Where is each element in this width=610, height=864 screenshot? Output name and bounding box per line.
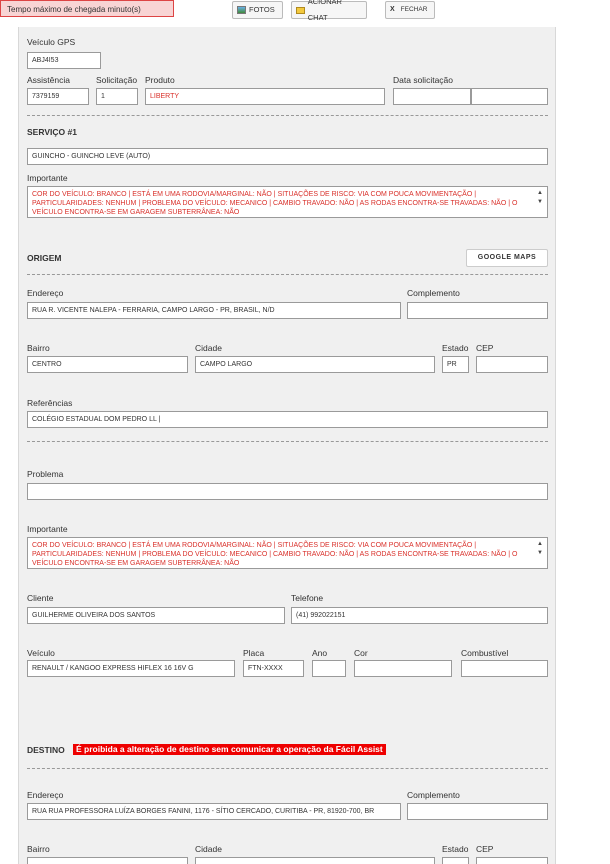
assistencia-label: Assistência — [27, 75, 70, 85]
destino-cep-label: CEP — [476, 844, 494, 854]
textarea-scrollbar-2[interactable] — [536, 539, 546, 567]
telefone-label: Telefone — [291, 593, 324, 603]
fechar-button[interactable] — [385, 1, 435, 19]
ano-label: Ano — [312, 648, 328, 658]
divider — [27, 768, 548, 769]
origem-complemento-label: Complemento — [407, 288, 460, 298]
chat-label: ACIONAR CHAT — [307, 0, 342, 22]
telefone-field[interactable]: (41) 992022151 — [291, 607, 548, 624]
origem-cidade-field[interactable]: CAMPO LARGO — [195, 356, 435, 373]
problema-label: Problema — [27, 469, 64, 479]
divider — [27, 274, 548, 275]
scroll-down-icon[interactable]: ▼ — [537, 550, 543, 556]
cor-field[interactable] — [354, 660, 452, 677]
origem-estado-label: Estado — [442, 343, 469, 353]
destino-endereco-field[interactable]: RUA RUA PROFESSORA LUÍZA BORGES FANINI, 1176 - SÍTIO CERCADO, CURITIBA - PR, 81920-700, BR — [27, 803, 401, 820]
origem-estado-field[interactable]: PR — [442, 356, 469, 373]
combustivel-field[interactable] — [461, 660, 548, 677]
importante-text: COR DO VEÍCULO: BRANCO | ESTÁ EM UMA RODOVIA/MARGINAL: NÃO | SITUAÇÕES DE RISCO: VIA COM POUCA MOVIMENTAÇÃO | PARTICULARIDADES: NENHUM | PROBLEMA DO VEÍCULO: MECANICO | CAMBIO TRAVADO: NÃO | AS RODAS ENCONTRA-SE TRAVADAS: NÃO | O VEÍCULO ENCONTRA-SE EM GARAGEM SUBTERRÂNEA: NÃO — [32, 191, 518, 216]
destino-bairro-field[interactable] — [27, 857, 188, 864]
divider — [27, 441, 548, 442]
veiculo-field[interactable]: RENAULT / KANGOO EXPRESS HIFLEX 16 16V G — [27, 660, 235, 677]
fechar-label: FECHAR — [400, 6, 428, 13]
destino-complemento-field[interactable] — [407, 803, 548, 820]
veiculo-label: Veículo — [27, 648, 55, 658]
origem-bairro-label: Bairro — [27, 343, 50, 353]
data-solicitacao-time-field[interactable] — [471, 88, 548, 105]
close-icon: X — [390, 6, 395, 13]
origem-endereco-field[interactable]: RUA R. VICENTE NALEPA - FERRARIA, CAMPO LARGO - PR, BRASIL, N/D — [27, 302, 401, 319]
veiculo-gps-label: Veículo GPS — [27, 37, 76, 47]
servico-field[interactable]: GUINCHO - GUINCHO LEVE (AUTO) — [27, 148, 548, 165]
cliente-label: Cliente — [27, 593, 54, 603]
data-solicitacao-date-field[interactable] — [393, 88, 471, 105]
acionar-chat-button[interactable] — [291, 0, 367, 22]
arrival-time-alert: Tempo máximo de chegada minuto(s) — [0, 0, 174, 17]
origem-title: ORIGEM — [27, 253, 62, 263]
origem-referencias-field[interactable]: COLÉGIO ESTADUAL DOM PEDRO LL | — [27, 411, 548, 428]
origem-complemento-field[interactable] — [407, 302, 548, 319]
produto-label: Produto — [145, 75, 175, 85]
solicitacao-field[interactable]: 1 — [96, 88, 138, 105]
servico-title: SERVIÇO #1 — [27, 127, 77, 137]
importante-text-2: COR DO VEÍCULO: BRANCO | ESTÁ EM UMA RODOVIA/MARGINAL: NÃO | SITUAÇÕES DE RISCO: VIA COM POUCA MOVIMENTAÇÃO | PARTICULARIDADES: NENHUM | PROBLEMA DO VEÍCULO: MECANICO | CAMBIO TRAVADO: NÃO | AS RODAS ENCONTRA-SE TRAVADAS: NÃO | O VEÍCULO ENCONTRA-SE EM GARAGEM SUBTERRÂNEA: NÃO — [32, 542, 518, 567]
veiculo-gps-field[interactable]: ABJ4I53 — [27, 52, 101, 69]
fotos-button[interactable] — [232, 1, 283, 19]
cliente-field[interactable]: GUILHERME OLIVEIRA DOS SANTOS — [27, 607, 285, 624]
origem-endereco-label: Endereço — [27, 288, 64, 298]
destino-complemento-label: Complemento — [407, 790, 460, 800]
importante-label: Importante — [27, 173, 68, 183]
destino-warning-banner: É proibida a alteração de destino sem comunicar a operação da Fácil Assist — [73, 744, 386, 755]
origem-cep-label: CEP — [476, 343, 494, 353]
produto-field[interactable]: LIBERTY — [145, 88, 385, 105]
solicitacao-label: Solicitação — [96, 75, 138, 85]
destino-endereco-label: Endereço — [27, 790, 64, 800]
google-maps-button[interactable]: GOOGLE MAPS — [466, 249, 548, 267]
origem-cep-field[interactable] — [476, 356, 548, 373]
destino-cidade-label: Cidade — [195, 844, 222, 854]
importante-textarea-2[interactable] — [27, 537, 548, 569]
destino-cidade-field[interactable] — [195, 857, 435, 864]
divider — [27, 115, 548, 116]
fotos-label: FOTOS — [249, 5, 275, 14]
textarea-scrollbar[interactable] — [536, 188, 546, 216]
placa-field[interactable]: FTN-XXXX — [243, 660, 304, 677]
envelope-icon — [296, 7, 305, 14]
scroll-up-icon[interactable]: ▲ — [537, 190, 543, 196]
data-solicitacao-label: Data solicitação — [393, 75, 454, 85]
cor-label: Cor — [354, 648, 368, 658]
combustivel-label: Combustível — [461, 648, 509, 658]
placa-label: Placa — [243, 648, 265, 658]
scroll-down-icon[interactable]: ▼ — [537, 199, 543, 205]
origem-referencias-label: Referências — [27, 398, 73, 408]
photo-icon — [237, 6, 246, 14]
destino-bairro-label: Bairro — [27, 844, 50, 854]
ano-field[interactable] — [312, 660, 346, 677]
origem-bairro-field[interactable]: CENTRO — [27, 356, 188, 373]
problema-field[interactable] — [27, 483, 548, 500]
destino-cep-field[interactable] — [476, 857, 548, 864]
importante-textarea[interactable] — [27, 186, 548, 218]
origem-cidade-label: Cidade — [195, 343, 222, 353]
destino-title: DESTINO — [27, 745, 65, 755]
importante-label-2: Importante — [27, 524, 68, 534]
scroll-up-icon[interactable]: ▲ — [537, 541, 543, 547]
destino-estado-label: Estado — [442, 844, 469, 854]
assistencia-field[interactable]: 7379159 — [27, 88, 89, 105]
destino-estado-field[interactable] — [442, 857, 469, 864]
